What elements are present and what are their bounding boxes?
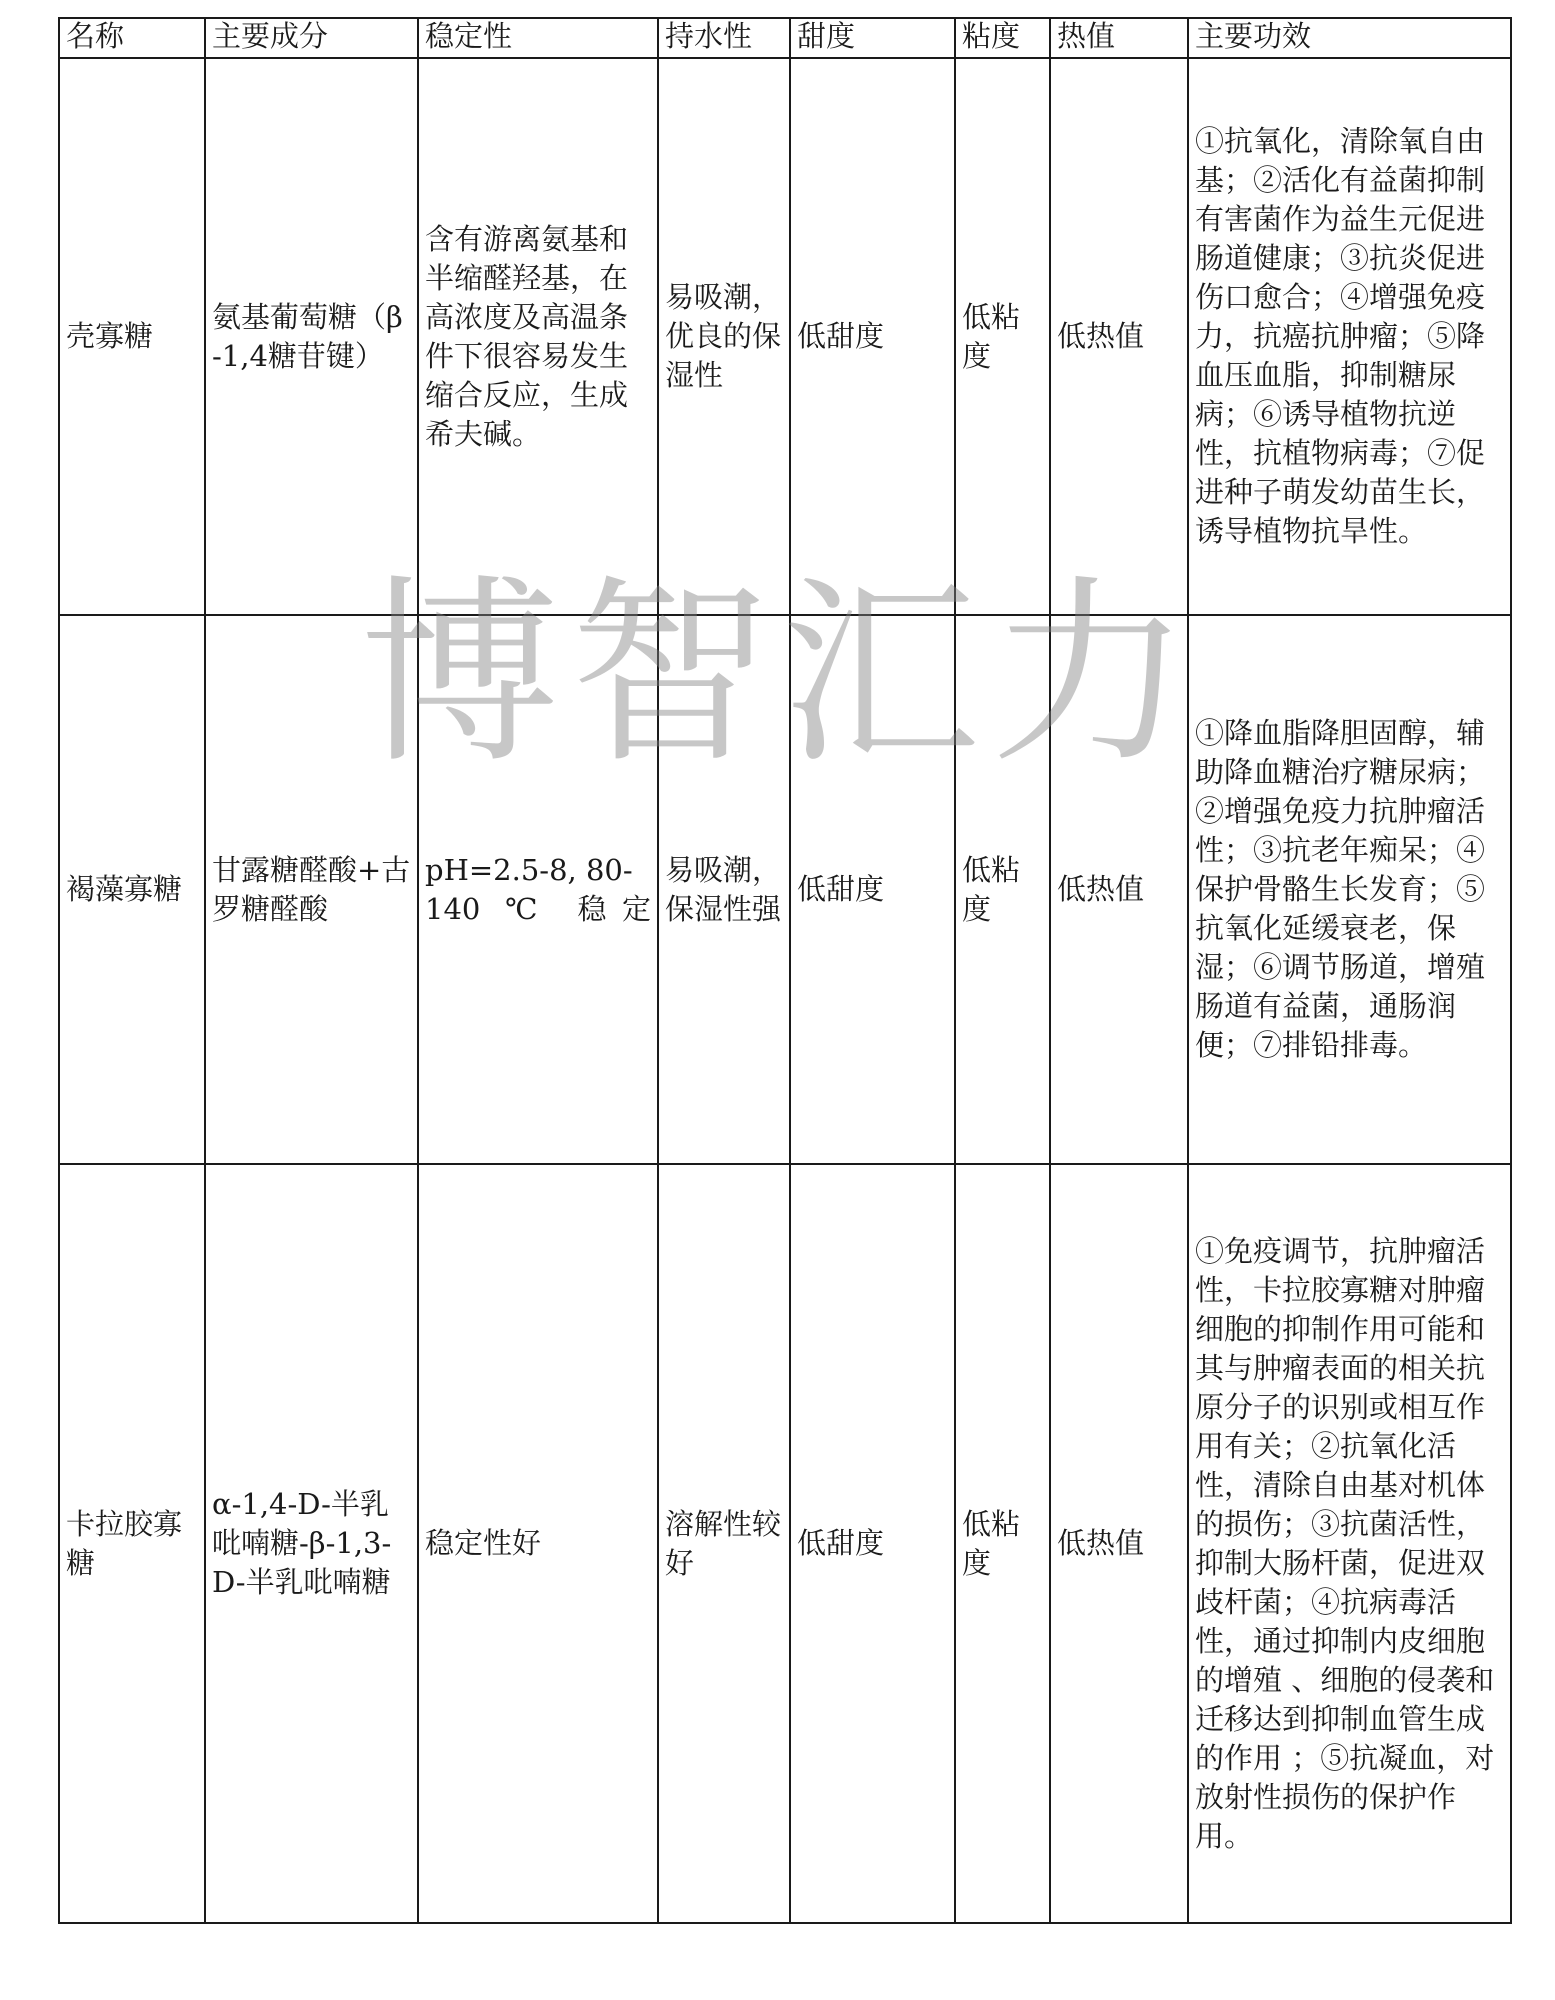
header-calorie: 热值 bbox=[1050, 18, 1188, 58]
cell-effects: ①免疫调节，抗肿瘤活性，卡拉胶寡糖对肿瘤细胞的抑制作用可能和其与肿瘤表面的相关抗原分子的识别或相互作用有关；②抗氧化活性，清除自由基对机体的损伤；③抗菌活性，抑制大肠杆菌，促进双歧杆菌；④抗病毒活性，通过抑制内皮细胞的增殖 、细胞的侵袭和迁移达到抑制血管生成的作用 ；⑤抗凝血，对放射性损伤的保护作用。 bbox=[1188, 1164, 1511, 1923]
cell-stability: 含有游离氨基和半缩醛羟基，在高浓度及高温条件下很容易发生缩合反应，生成希夫碱。 bbox=[418, 58, 658, 615]
cell-viscosity: 低粘度 bbox=[955, 615, 1050, 1164]
header-effects: 主要功效 bbox=[1188, 18, 1511, 58]
cell-calorie: 低热值 bbox=[1050, 1164, 1188, 1923]
cell-calorie: 低热值 bbox=[1050, 615, 1188, 1164]
cell-sweetness: 低甜度 bbox=[790, 58, 955, 615]
cell-calorie: 低热值 bbox=[1050, 58, 1188, 615]
cell-sweetness: 低甜度 bbox=[790, 615, 955, 1164]
table-row bbox=[59, 615, 1511, 1164]
cell-viscosity: 低粘度 bbox=[955, 1164, 1050, 1923]
header-name: 名称 bbox=[59, 18, 205, 58]
header-sweetness: 甜度 bbox=[790, 18, 955, 58]
table-header-row bbox=[59, 18, 1511, 58]
cell-effects: ①降血脂降胆固醇，辅助降血糖治疗糖尿病；②增强免疫力抗肿瘤活性；③抗老年痴呆；④保护骨骼生长发育；⑤抗氧化延缓衰老，保湿；⑥调节肠道，增殖肠道有益菌，通肠润便；⑦排铅排毒。 bbox=[1188, 615, 1511, 1164]
watermark-text: 博智汇力 bbox=[360, 558, 1201, 791]
table-row bbox=[59, 1164, 1511, 1923]
cell-component: 氨基葡萄糖（β-1,4糖苷键） bbox=[205, 58, 418, 615]
cell-component: 甘露糖醛酸+古罗糖醛酸 bbox=[205, 615, 418, 1164]
cell-effects: ①抗氧化，清除氧自由基；②活化有益菌抑制有害菌作为益生元促进肠道健康；③抗炎促进伤口愈合；④增强免疫力，抗癌抗肿瘤；⑤降血压血脂，抑制糖尿病；⑥诱导植物抗逆性，抗植物病毒；⑦促进种子萌发幼苗生长，诱导植物抗旱性。 bbox=[1188, 58, 1511, 615]
header-stability: 稳定性 bbox=[418, 18, 658, 58]
cell-viscosity: 低粘度 bbox=[955, 58, 1050, 615]
cell-water-retention: 易吸潮，保湿性强 bbox=[658, 615, 790, 1164]
header-viscosity: 粘度 bbox=[955, 18, 1050, 58]
oligosaccharide-comparison-table bbox=[58, 17, 1512, 1924]
header-water-retention: 持水性 bbox=[658, 18, 790, 58]
cell-stability: pH=2.5-8, 80-140 ℃ 稳定 bbox=[418, 615, 658, 1164]
table-row bbox=[59, 58, 1511, 615]
cell-name: 卡拉胶寡糖 bbox=[59, 1164, 205, 1923]
cell-name: 壳寡糖 bbox=[59, 58, 205, 615]
cell-water-retention: 易吸潮，优良的保湿性 bbox=[658, 58, 790, 615]
cell-component: α-1,4-D-半乳吡喃糖-β-1,3-D-半乳吡喃糖 bbox=[205, 1164, 418, 1923]
cell-water-retention: 溶解性较好 bbox=[658, 1164, 790, 1923]
cell-stability: 稳定性好 bbox=[418, 1164, 658, 1923]
header-component: 主要成分 bbox=[205, 18, 418, 58]
cell-sweetness: 低甜度 bbox=[790, 1164, 955, 1923]
cell-name: 褐藻寡糖 bbox=[59, 615, 205, 1164]
